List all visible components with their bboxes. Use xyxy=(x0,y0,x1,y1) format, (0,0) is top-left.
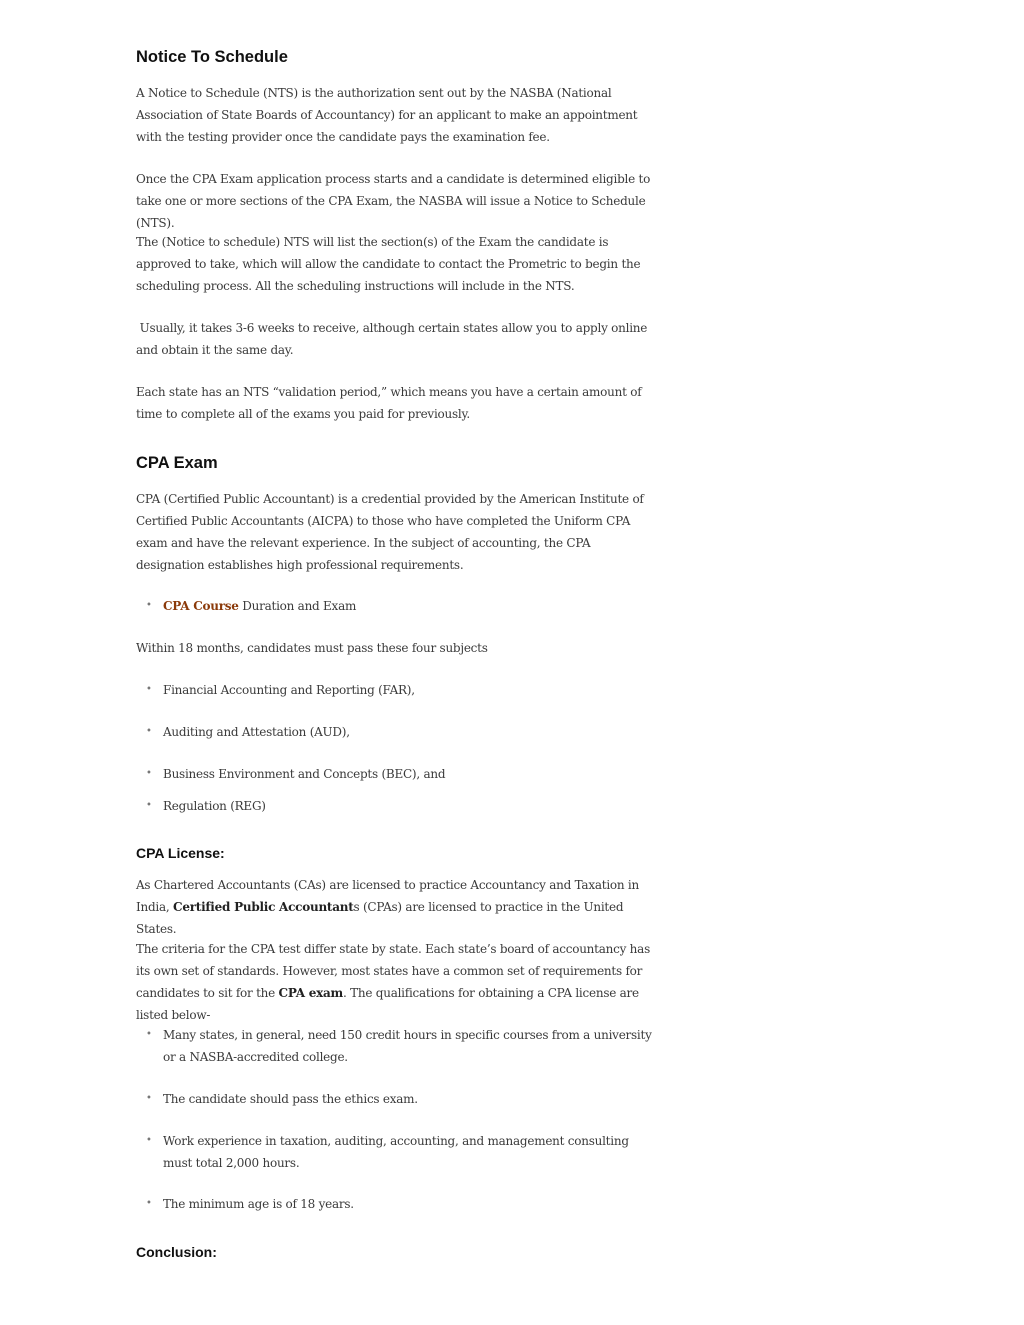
notice-paragraph-4: Usually, it takes 3-6 weeks to receive, although certain states allow you to apply online and obtain it the same day. xyxy=(136,321,651,357)
list-item: • Work experience in taxation, auditing, accounting, and management consulting must total 2,000 hours. xyxy=(163,1130,658,1174)
list-item: • The minimum age is of 18 years. xyxy=(163,1193,658,1215)
notice-paragraph-2: Once the CPA Exam application process starts and a candidate is determined eligible to take one or more sections of the CPA Exam, the NASBA will issue a Notice to Schedule (NTS). xyxy=(136,172,651,230)
notice-paragraph-5: Each state has an NTS “validation period,” which means you have a certain amount of time to complete all of the exams you paid for previously. xyxy=(136,385,642,421)
cpa-course-link[interactable]: CPA Course xyxy=(163,599,239,613)
list-item: • Auditing and Attestation (AUD), xyxy=(163,721,658,743)
cpa-exam-link[interactable]: CPA exam xyxy=(278,986,343,1000)
list-item xyxy=(163,595,658,617)
license-paragraph-2: The criteria for the CPA test differ state by state. Each state’s board of accountancy has its own set of standards. However, most states have a common set of requirements for candidates to sit for the CPA exam. The qualifications for obtaining a CPA license are listed below- xyxy=(136,942,650,1022)
license-paragraph-1: As Chartered Accountants (CAs) are licensed to practice Accountancy and Taxation in India, Certified Public Accountants (CPAs) are licensed to practice in the United States. xyxy=(136,878,639,936)
cpa-exam-heading: CPA Exam xyxy=(136,454,218,472)
subjects-intro: Within 18 months, candidates must pass these four subjects xyxy=(136,641,488,655)
cpa-exam-paragraph: CPA (Certified Public Accountant) is a credential provided by the American Institute of Certified Public Accountants (AICPA) to those who have completed the Uniform CPA exam and have the relevant experience. In the subject of accounting, the CPA designation establishes high professional requirements. xyxy=(136,492,644,572)
list-item: • The candidate should pass the ethics exam. xyxy=(163,1088,658,1110)
cpa-course-text: Duration and Exam xyxy=(238,599,357,613)
list-item: • Regulation (REG) xyxy=(163,795,658,817)
notice-paragraph-3: The (Notice to schedule) NTS will list the section(s) of the Exam the candidate is approved to take, which will allow the candidate to contact the Prometric to begin the scheduling process. All the scheduling instructions will include in the NTS. xyxy=(136,235,641,293)
list-item: • Financial Accounting and Reporting (FAR), xyxy=(163,679,658,701)
list-item: • Many states, in general, need 150 credit hours in specific courses from a university or a NASBA-accredited college. xyxy=(163,1024,658,1068)
certified-public-accountant-link[interactable]: Certified Public Accountant xyxy=(173,900,354,914)
cpa-license-heading: CPA License: xyxy=(136,845,225,861)
list-item: • Business Environment and Concepts (BEC), and xyxy=(163,763,658,785)
notice-heading: Notice To Schedule xyxy=(136,48,288,66)
notice-paragraph-1: A Notice to Schedule (NTS) is the authorization sent out by the NASBA (National Association of State Boards of Accountancy) for an applicant to make an appointment with the testing provider once the candidate pays the examination fee. xyxy=(136,86,638,144)
conclusion-heading: Conclusion: xyxy=(136,1244,217,1260)
